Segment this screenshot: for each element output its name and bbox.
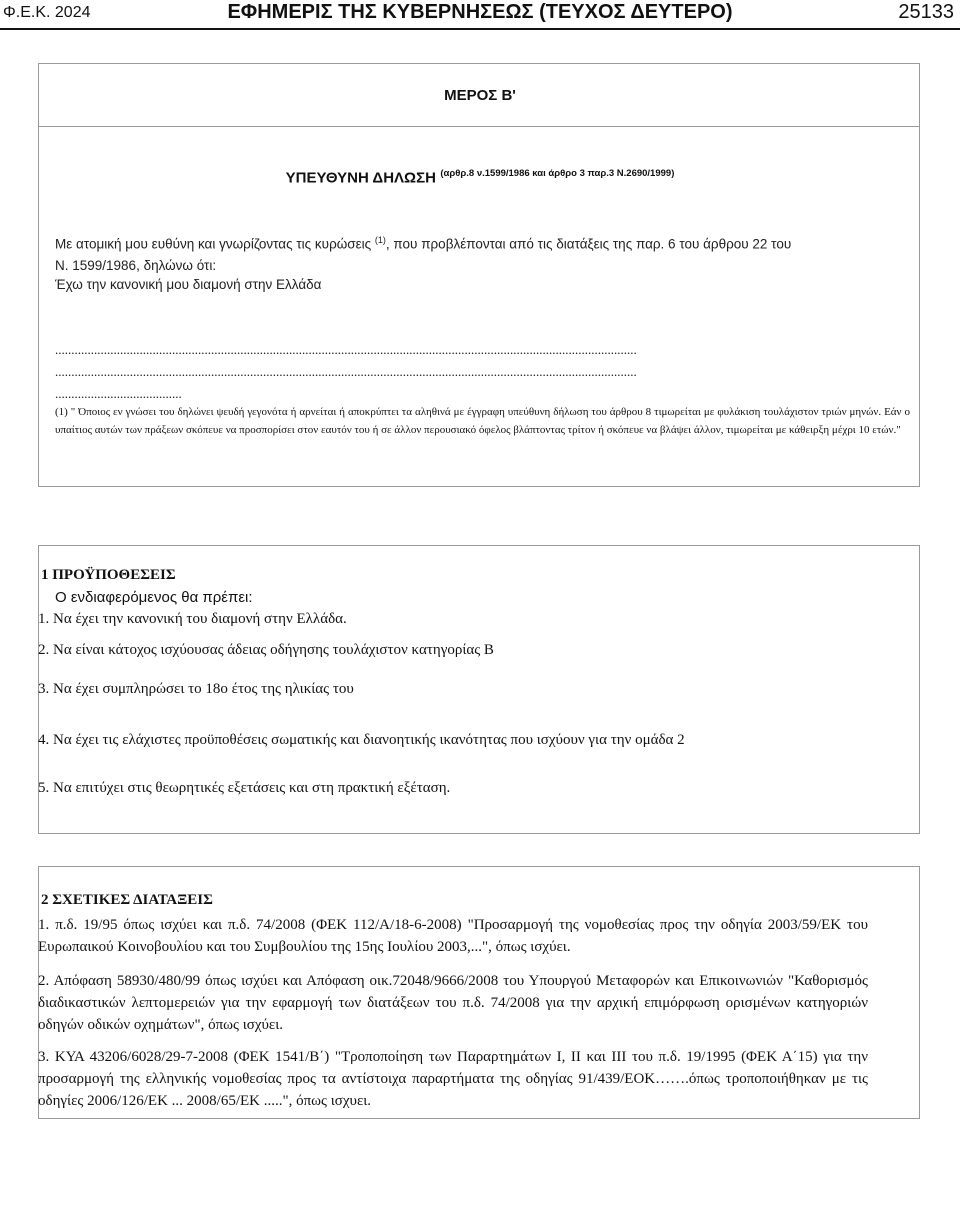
prerequisite-item: 2. Να είναι κάτοχος ισχύουσας άδειας οδήγησης τουλάχιστον κατηγορίας Β bbox=[38, 642, 494, 658]
gazette-issue: Φ.Ε.Κ. 2024 bbox=[3, 4, 91, 21]
dotted-line-1: ................................................................................................................................................................................... bbox=[55, 342, 637, 357]
prerequisite-item: 1. Να έχει την κανονική του διαμονή στην Ελλάδα. bbox=[38, 611, 347, 627]
prerequisite-item: 5. Να επιτύχει στις θεωρητικές εξετάσεις και στη πρακτική εξέταση. bbox=[38, 780, 451, 796]
prerequisite-item: 3. Να έχει συμπληρώσει το 18ο έτος της ηλικίας του bbox=[38, 681, 354, 697]
page-header bbox=[0, 0, 960, 30]
provision-item: 3. ΚΥΑ 43206/6028/29-7-2008 (ΦΕΚ 1541/Β΄) "Τροποποίηση των Παραρτημάτων Ι, ΙΙ και ΙΙΙ του π.δ. 19/1995 (ΦΕΚ Α΄15) για την προσαρμογή της ελληνικής νομοθεσίας προς τα αντίστοιχα παραρτήματα της οδηγίας 91/439/ΕΟΚ…….όπως τροποποιήθηκαν με τις οδηγίες 2006/126/ΕΚ ... 2008/65/ΕΚ .....", όπως ισχυει. bbox=[38, 1049, 868, 1109]
intro-text-a: Με ατομική μου ευθύνη και γνωρίζοντας τις κυρώσεις bbox=[55, 236, 372, 252]
provision-item: 1. π.δ. 19/95 όπως ισχύει και π.δ. 74/2008 (ΦΕΚ 112/Α/18-6-2008) "Προσαρμογή της νομοθεσίας προς την οδηγία 2003/59/ΕΚ του Ευρωπαικού Κοινοβουλίου και του Συμβουλίου της 15ης Ιουλίου 2003,...", όπως ισχύει. bbox=[38, 917, 868, 955]
intro-line-2: Ν. 1599/1986, δηλώνω ότι: bbox=[55, 258, 217, 273]
provision-item: 2. Απόφαση 58930/480/99 όπως ισχύει και Απόφαση οικ.72048/9666/2008 του Υπουργού Μεταφορών και Επικοινωνιών "Καθορισμός διαδικαστικών λεπτομερειών για την εφαρμογή των διατάξεων του π.δ. 74/2008 για την αρχική επιμόρφωση ορισμένων κατηγοριών οδηγών οδικών οχημάτων", όπως ισχύει. bbox=[38, 973, 868, 1033]
declaration-intro bbox=[55, 235, 915, 252]
declaration-title bbox=[0, 168, 960, 187]
provisions-heading: 2 ΣΧΕΤΙΚΕΣ ΔΙΑΤΑΞΕΙΣ bbox=[41, 892, 213, 908]
dotted-line-2: ................................................................................................................................................................................... bbox=[55, 364, 637, 379]
part-title: ΜΕΡΟΣ Β' bbox=[444, 87, 516, 104]
header-rule bbox=[0, 28, 960, 30]
declaration-title-text: ΥΠΕΥΘΥΝΗ ΔΗΛΩΣΗ bbox=[285, 169, 436, 187]
page-number: 25133 bbox=[898, 1, 954, 23]
declaration-footnote: (1) " Όποιος εν γνώσει του δηλώνει ψευδή γεγονότα ή αρνείται ή αποκρύπτει τα αληθινά με έγγραφη υπεύθυνη δήλωση του άρθρου 8 τιμωρείται με φυλάκιση τουλάχιστον τριών μηνών. Εάν ο υπαίτιος αυτών των πράξεων σκόπευε να προσπορίσει στον εαυτόν του ή σε άλλον περουσιακό όφελος βλάπτοντας τρίτον ή σκόπευε να βλάψει άλλον, τιμωρείται με κάθειρξη μέχρι 10 ετών." bbox=[55, 406, 910, 436]
dotted-line-3: ....................................... bbox=[55, 386, 182, 401]
declaration-statement: Έχω την κανονική μου διαμονή στην Ελλάδα bbox=[55, 277, 322, 292]
intro-text-b: , που προβλέπονται από τις διατάξεις της παρ. 6 του άρθρου 22 του bbox=[385, 236, 792, 252]
prerequisites-subheading: Ο ενδιαφερόμενος θα πρέπει: bbox=[55, 589, 253, 606]
prerequisites-heading: 1 ΠΡΟΫΠΟΘΕΣΕΙΣ bbox=[41, 567, 176, 583]
gazette-title: ΕΦΗΜΕΡΙΣ ΤΗΣ ΚΥΒΕΡΝΗΣΕΩΣ (ΤΕΥΧΟΣ ΔΕΥΤΕΡΟ) bbox=[227, 1, 733, 23]
intro-footnote-ref: (1) bbox=[374, 235, 386, 245]
declaration-law-ref: (αρθρ.8 ν.1599/1986 και άρθρο 3 παρ.3 Ν.2690/1999) bbox=[440, 168, 675, 179]
prerequisite-item: 4. Να έχει τις ελάχιστες προϋποθέσεις σωματικής και διανοητικής ικανότητας που ισχύουν για την ομάδα 2 bbox=[38, 732, 685, 748]
